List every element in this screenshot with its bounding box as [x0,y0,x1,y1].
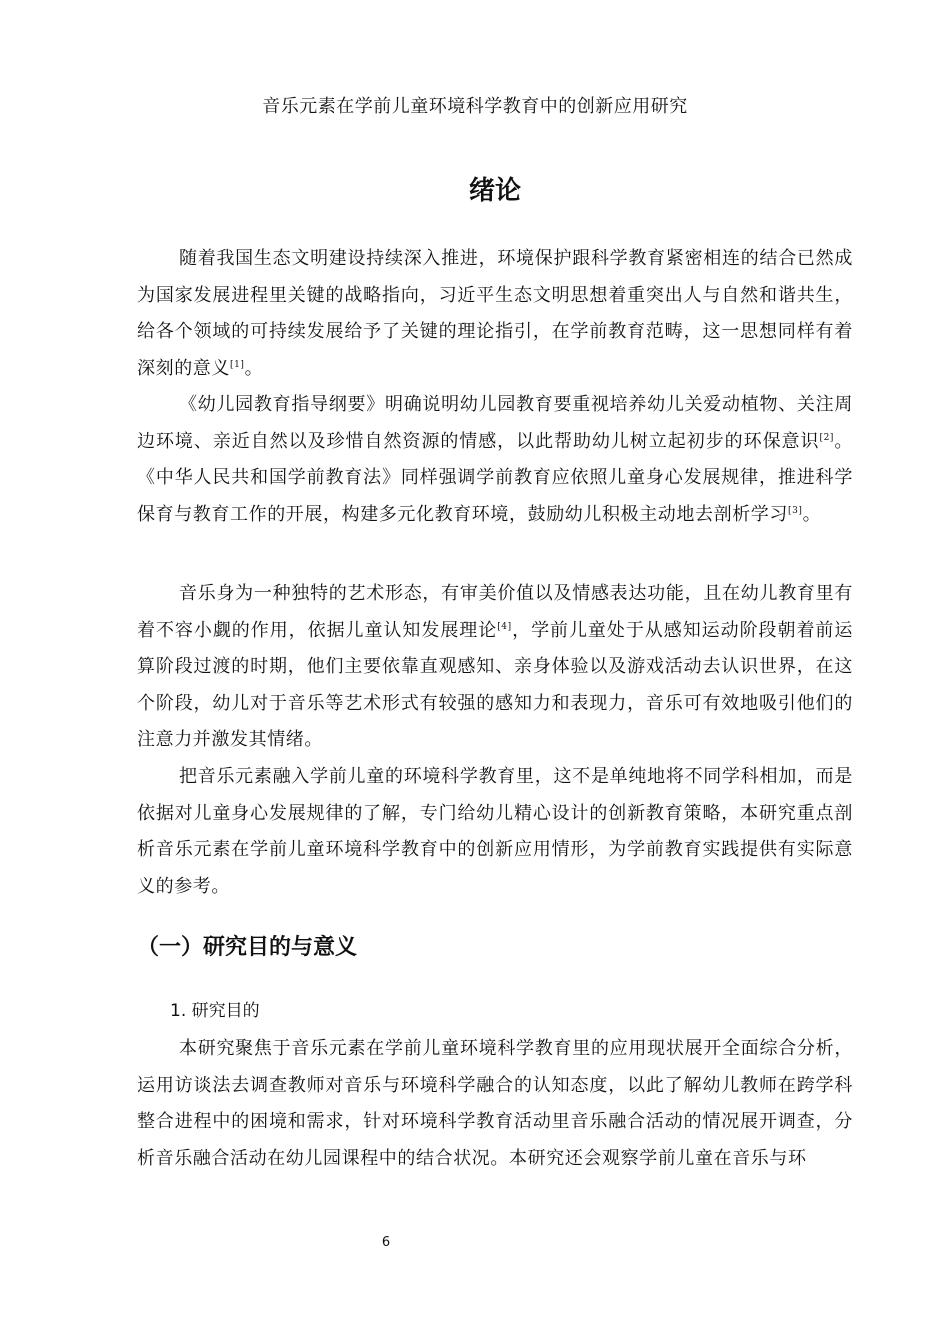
citation-4: [4] [497,621,512,632]
sub-heading: 1. 研究目的 [170,1001,260,1021]
paragraph-4 [137,759,853,905]
page-number: 6 [381,1235,391,1250]
paragraph-2 [137,387,853,533]
paragraph-1-text: 随着我国生态文明建设持续深入推进，环境保护跟科学教育紧密相连的结合已然成为国家发展进程里关键的战略指向，习近平生态文明思想着重突出人与自然和谐共生，给各个领域的可持续发展给予了关键的理论指引，在学前教育范畴，这一思想同样有着深刻的意义 [137,248,853,379]
paragraph-1-tail: 。 [244,357,264,379]
chapter-title: 绪论 [468,176,521,206]
paragraph-5-text: 本研究聚焦于音乐元素在学前儿童环境科学教育里的应用现状展开全面综合分析，运用访谈法去调查教师对音乐与环境科学融合的认知态度，以此了解幼儿教师在跨学科整合进程中的困境和需求，针对环境科学教育活动里音乐融合活动的情况展开调查，分析音乐融合活动在幼儿园课程中的结合状况。本研究还会观察学前儿童在音乐与环 [137,1038,853,1169]
paragraph-3 [137,576,853,759]
citation-3: [3] [788,505,803,516]
paragraph-4-text: 把音乐元素融入学前儿童的环境科学教育里，这不是单纯地将不同学科相加，而是依据对儿童身心发展规律的了解，专门给幼儿精心设计的创新教育策略，本研究重点剖析音乐元素在学前儿童环境科学教育中的创新应用情形，为学前教育实践提供有实际意义的参考。 [137,766,853,897]
citation-2: [2] [819,432,835,443]
citation-1: [1] [230,359,245,370]
section-heading: （一）研究目的与意义 [137,935,358,960]
paragraph-3-text-a: 音乐身为一种独特的艺术形态，有审美价值以及情感表达功能，且在幼儿教育里有着不容小觑的作用，依据儿童认知发展理论 [137,583,853,641]
running-header: 音乐元素在学前儿童环境科学教育中的创新应用研究 [262,96,688,117]
paragraph-5 [137,1031,853,1177]
paragraph-3-text-b: ，学前儿童处于从感知运动阶段朝着前运算阶段过渡的时期，他们主要依靠直观感知、亲身体验以及游戏活动去认识世界，在这个阶段，幼儿对于音乐等艺术形式有较强的感知力和表现力，音乐可有效地吸引他们的注意力并激发其情绪。 [137,619,853,750]
paragraph-2-text-b: 。《中华人民共和国学前教育法》同样强调学前教育应依照儿童身心发展规律，推进科学保育与教育工作的开展，构建多元化教育环境，鼓励幼儿积极主动地去剖析学习 [137,430,853,525]
paragraph-2-text-a: 《幼儿园教育指导纲要》明确说明幼儿园教育要重视培养幼儿关爱动植物、关注周边环境、亲近自然以及珍惜自然资源的情感，以此帮助幼儿树立起初步的环保意识 [137,394,853,452]
paragraph-1 [137,241,853,387]
paragraph-2-tail: 。 [802,503,822,525]
